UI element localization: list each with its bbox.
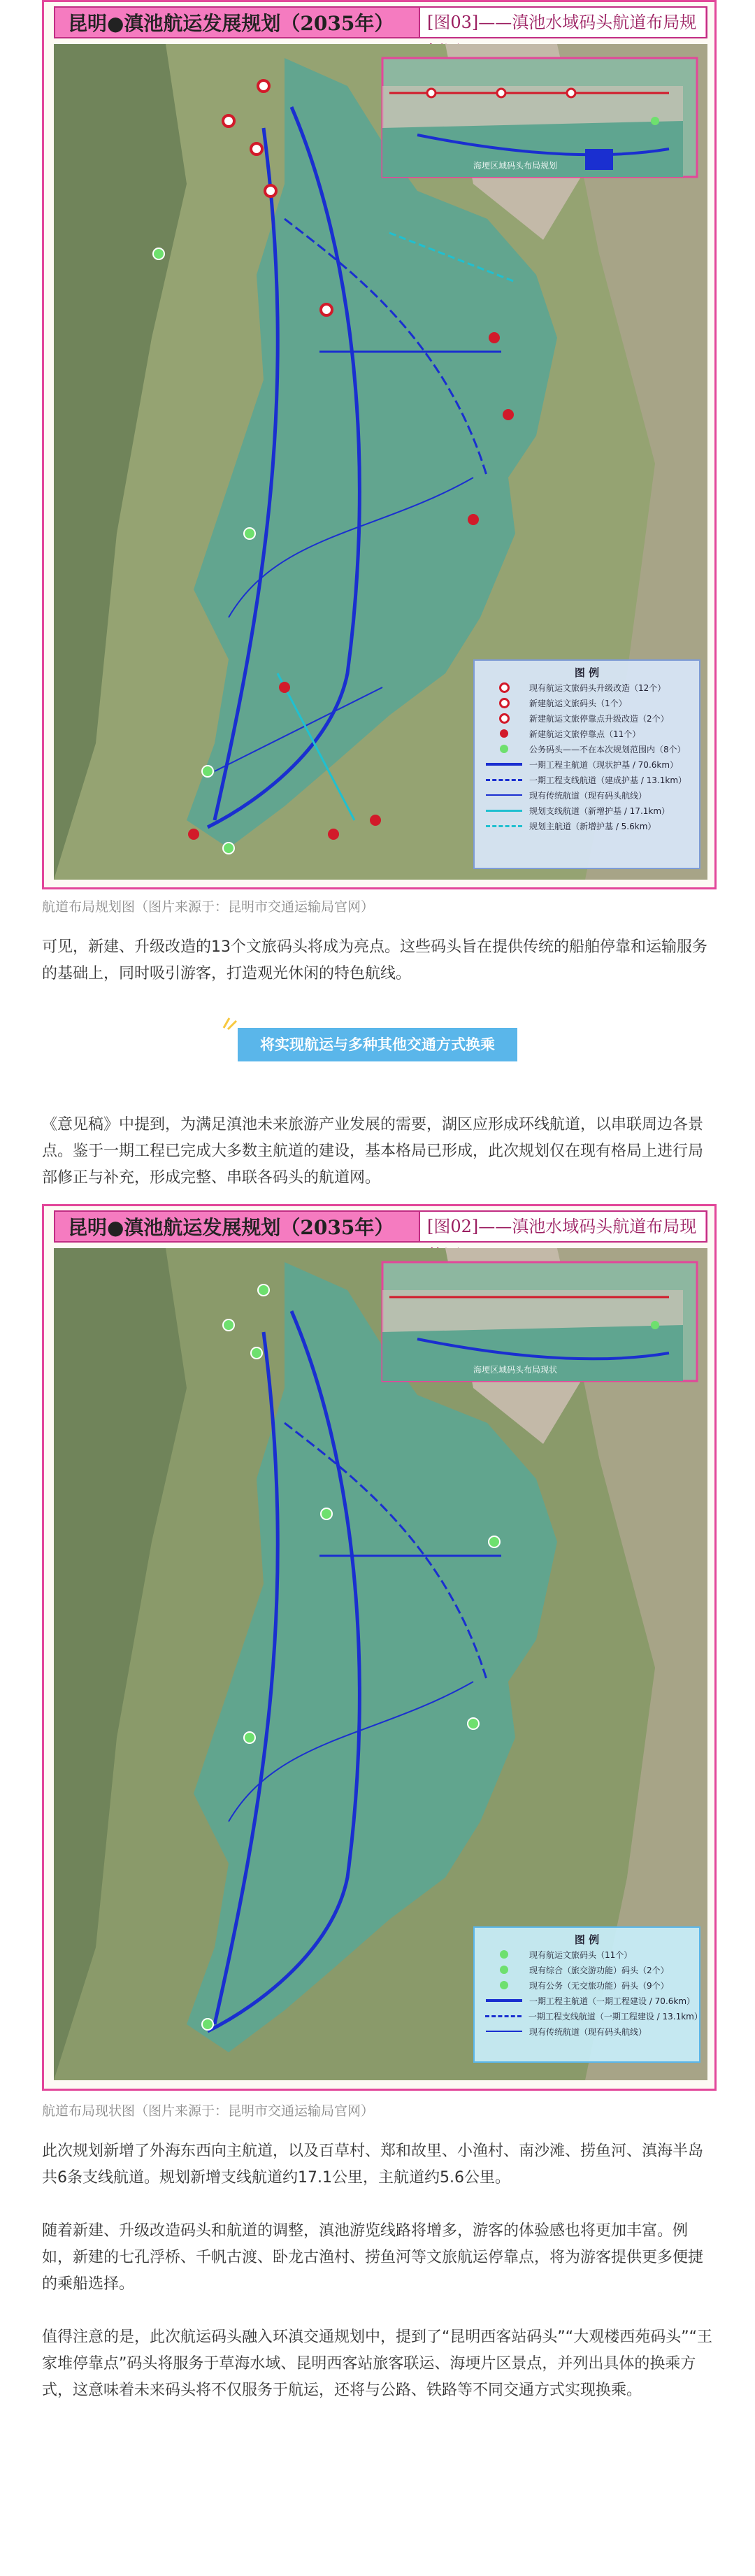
legend-label: 规划支线航道（新增护基 / 17.1km） [529, 806, 670, 816]
inset-label: 海埂区域码头布局规划 [473, 161, 558, 171]
map-title-band [54, 1210, 707, 1243]
blue-thick-icon [483, 1999, 525, 2002]
legend-label: 现有航运文旅码头升级改造（12个） [529, 682, 666, 693]
legend-item [475, 772, 699, 787]
legend-label: 规划主航道（新增护基 / 5.6km） [529, 821, 656, 831]
legend-item [475, 680, 699, 695]
legend-item [475, 1977, 699, 1993]
legend-label: 新建航运文旅停靠点（11个） [529, 729, 641, 739]
legend-item [475, 710, 699, 726]
red-ring-icon [483, 698, 525, 708]
map-subtitle: [图02]——滇池水域码头航道布局现 [419, 1212, 705, 1241]
map-subtitle: [图03]——滇池水域码头航道布局规 [419, 8, 705, 37]
cyan-line-icon [483, 810, 525, 812]
blue-thick-icon [483, 763, 525, 766]
legend-label: 现有综合（旅交游功能）码头（2个） [529, 1965, 669, 1975]
blue-dash-icon [483, 2015, 524, 2017]
legend-label: 一期工程支线航道（一期工程建设 / 13.1km） [528, 2011, 703, 2022]
section-heading [238, 1028, 517, 1061]
paragraph-4: 随着新建、升级改造码头和航道的调整，滇池游览线路将增多，游客的体验感也将更加丰富。例如，新建的七孔浮桥、千帆古渡、卧龙古渔村、捞鱼河等文旅航运停靠点，将为游客提供更多便捷的乘船选择。 [42, 2222, 704, 2293]
cyan-dash-icon [483, 825, 525, 827]
map-legend-2 [473, 1926, 703, 2063]
map-title: 昆明●滇池航运发展规划（2035年） [68, 12, 394, 35]
legend-item [475, 741, 699, 757]
red-ring-icon [483, 713, 525, 724]
paragraph-1: 可见，新建、升级改造的13个文旅码头将成为亮点。这些码头旨在提供传统的船舶停靠和运输服务的基础上，同时吸引游客，打造观光休闲的特色航线。 [42, 938, 707, 982]
blue-dash-icon [483, 779, 525, 781]
green-dot-icon [483, 1981, 525, 1989]
map-figure-2 [42, 1204, 717, 2091]
red-dot-icon [483, 729, 525, 738]
legend-label: 新建航运文旅码头（1个） [529, 698, 627, 708]
legend-item [475, 757, 699, 772]
legend-item [475, 803, 699, 818]
paragraph-3: 此次规划新增了外海东西向主航道，以及百草村、郑和故里、小渔村、南沙滩、捞鱼河、滇海半岛共6条支线航道。规划新增支线航道约17.1公里，主航道约5.6公里。 [42, 2142, 704, 2187]
legend-title: 图 例 [574, 666, 600, 679]
red-ring-icon [483, 682, 525, 693]
legend-label: 现有航运文旅码头（11个） [529, 1949, 633, 1960]
legend-item [475, 1993, 699, 2008]
legend-label: 新建航运文旅停靠点升级改造（2个） [529, 713, 669, 724]
legend-label: 一期工程主航道（一期工程建设 / 70.6km） [529, 1996, 696, 2006]
map-image-2 [54, 1248, 707, 2080]
legend-label: 现有传统航道（现有码头航线） [529, 790, 647, 801]
legend-label: 现有传统航道（现有码头航线） [529, 2026, 647, 2037]
figure-caption-2: 航道布局现状图（图片来源于：昆明市交通运输局官网） [42, 2103, 375, 2119]
green-dot-icon [483, 745, 525, 753]
legend-label: 公务码头——不在本次规划范围内（8个） [529, 744, 686, 754]
section-heading-text: 将实现航运与多种其他交通方式换乘 [260, 1036, 495, 1053]
map-title: 昆明●滇池航运发展规划（2035年） [68, 1216, 394, 1239]
map-figure-1 [42, 0, 717, 889]
map-image-1 [54, 44, 707, 880]
paragraph-5: 值得注意的是，此次航运码头融入环滇交通规划中，提到了“昆明西客站码头”“大观楼西苑码头”“王家堆停靠点”码头将服务于草海水域、昆明西客站旅客联运、海埂片区景点，并列出具体的换乘方式，这意味着未来码头将不仅服务于航运，还将与公路、铁路等不同交通方式实现换乘。 [42, 2328, 712, 2399]
legend-label: 一期工程主航道（现状护基 / 70.6km） [529, 759, 679, 770]
green-dot-icon [483, 1966, 525, 1974]
paragraph-2: 《意见稿》中提到，为满足滇池未来旅游产业发展的需要，湖区应形成环线航道，以串联周边各景点。鉴于一期工程已完成大多数主航道的建设，基本格局已形成，此次规划仅在现有格局上进行局部修正与补充，形成完整、串联各码头的航道网。 [42, 1116, 704, 1187]
map-legend-1 [473, 659, 700, 869]
blue-thin-icon [483, 794, 525, 796]
legend-title: 图 例 [574, 1933, 600, 1946]
legend-item [475, 1947, 699, 1962]
legend-item [475, 726, 699, 741]
figure-caption-1: 航道布局规划图（图片来源于：昆明市交通运输局官网） [42, 899, 375, 915]
green-dot-icon [483, 1950, 525, 1959]
map-title-band [54, 6, 707, 38]
blue-thin-icon [483, 2031, 525, 2032]
legend-item [475, 1962, 699, 1977]
legend-item [475, 2024, 699, 2039]
legend-item [475, 695, 699, 710]
inset-label: 海埂区域码头布局现状 [473, 1365, 558, 1375]
legend-item [475, 787, 699, 803]
legend-item [475, 2008, 703, 2024]
legend-item [475, 818, 699, 833]
legend-label: 一期工程支线航道（建成护基 / 13.1km） [529, 775, 687, 785]
legend-label: 现有公务（无交旅功能）码头（9个） [529, 1980, 669, 1991]
